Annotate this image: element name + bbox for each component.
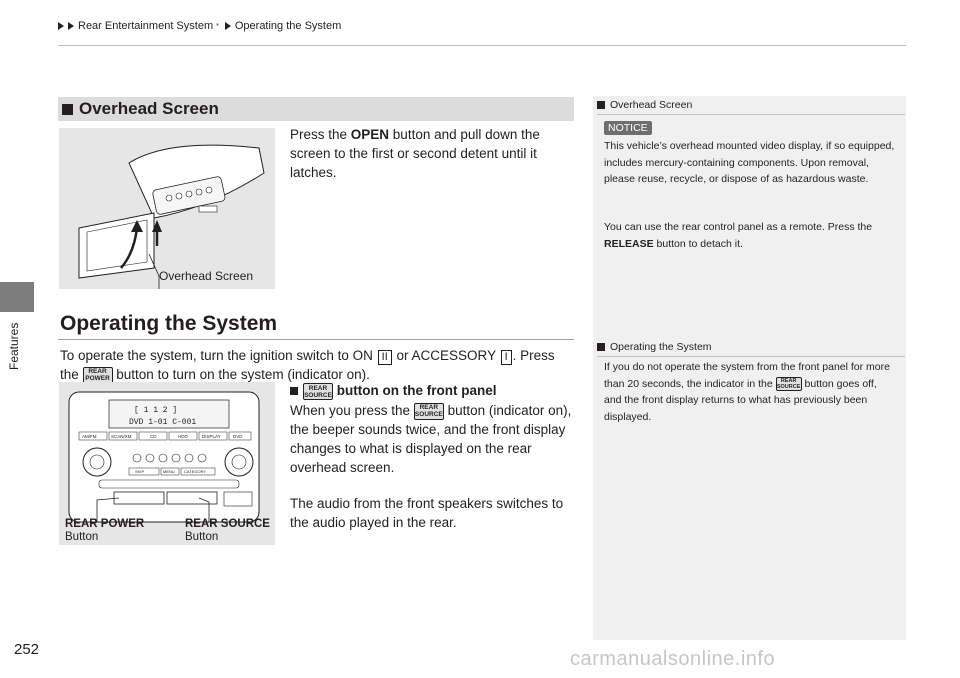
front-panel-illustration	[59, 382, 275, 545]
watermark: carmanualsonline.info	[570, 648, 776, 670]
section-divider	[58, 339, 574, 340]
note-marker-icon	[597, 101, 605, 109]
subheading-rear-source: REAR SOURCE button on the front panel	[290, 383, 496, 400]
rear-audio-description: The audio from the front speakers switches to the audio played in the rear.	[290, 496, 564, 530]
note-text-timeout: If you do not operate the system from the front panel for more than 20 seconds, the indicator in the REAR SOURCE button goes off, and the front display returns to what has previously been displayed.	[604, 361, 890, 423]
section-square-icon	[62, 104, 73, 115]
overhead-instruction: Press the OPEN button and pull down the screen to the first or second detent until it latches.	[290, 127, 540, 180]
rear-source-icon: REAR SOURCE	[414, 404, 443, 419]
note-text-mercury: This vehicle’s overhead mounted video display, if so equipped, includes mercury-containing components. Upon removal, please reuse, recycle, or dispose of as hazardous waste.	[604, 140, 895, 185]
rear-power-callout: REAR POWER Button	[65, 518, 145, 543]
ignition-on-key: II	[378, 350, 392, 365]
panel-btn-skip: SKIP	[135, 469, 145, 474]
note-title-operating: Operating the System	[597, 341, 712, 353]
panel-btn-cd: CD	[150, 434, 157, 439]
panel-btn-display: DISPLAY	[202, 434, 221, 439]
section-title-overhead: Overhead Screen	[79, 99, 219, 118]
rear-source-icon: REAR SOURCE	[304, 384, 332, 399]
breadcrumb-arrow-icon	[58, 22, 64, 30]
rear-source-description: When you press the REAR SOURCE button (indicator on), the beeper sounds twice, and the front display changes to what is displayed on the rear overhead screen.	[290, 403, 572, 475]
panel-btn-amfm: AM/FM	[82, 434, 97, 439]
note-text-remote: You can use the rear control panel as a remote. Press the RELEASE button to detach it.	[604, 221, 873, 250]
panel-btn-scan: SCAN/XM	[111, 434, 132, 439]
note-divider	[597, 356, 905, 357]
breadcrumb-item-operating[interactable]: Operating the System	[234, 20, 342, 32]
overhead-screen-drawing	[59, 128, 275, 289]
breadcrumb	[58, 20, 341, 32]
overhead-screen-callout: Overhead Screen	[159, 269, 254, 283]
ignition-accessory-key: I	[501, 350, 512, 365]
note-marker-icon	[597, 343, 605, 351]
panel-btn-menu: MENU	[163, 469, 175, 474]
breadcrumb-arrow-icon	[68, 22, 74, 30]
header-divider	[58, 45, 906, 46]
panel-display-line2: DVD 1-01 C-001	[129, 418, 197, 427]
panel-btn-dvd: DVD	[233, 434, 243, 439]
rear-source-callout: REAR SOURCE Button	[185, 518, 270, 543]
rear-source-icon: REAR SOURCE	[776, 377, 801, 390]
section-tab-label: Features	[7, 322, 21, 370]
panel-display-line1: [ 1 1 2 ]	[134, 406, 178, 415]
rear-power-icon: REAR POWER	[83, 367, 113, 384]
subheading-square-icon	[290, 387, 298, 395]
section-tab-marker	[0, 282, 34, 312]
operating-intro: To operate the system, turn the ignition switch to ON II or ACCESSORY I . Press the REAR POWER button to turn on the system (indicator on).	[60, 348, 555, 383]
note-divider	[597, 114, 905, 115]
section-title-operating: Operating the System	[60, 312, 278, 335]
notice-badge: NOTICE	[604, 121, 652, 135]
section-header-overhead	[58, 97, 574, 121]
breadcrumb-item-rear-entertainment[interactable]: Rear Entertainment System	[78, 20, 214, 32]
panel-btn-category: CATEGORY	[184, 469, 207, 474]
overhead-screen-illustration	[59, 128, 275, 289]
page-number: 252	[14, 641, 40, 658]
breadcrumb-arrow-icon	[225, 22, 231, 30]
panel-btn-hdd: HDD	[178, 434, 188, 439]
note-title-overhead: Overhead Screen	[597, 99, 692, 111]
breadcrumb-asterisk: *	[216, 22, 219, 30]
